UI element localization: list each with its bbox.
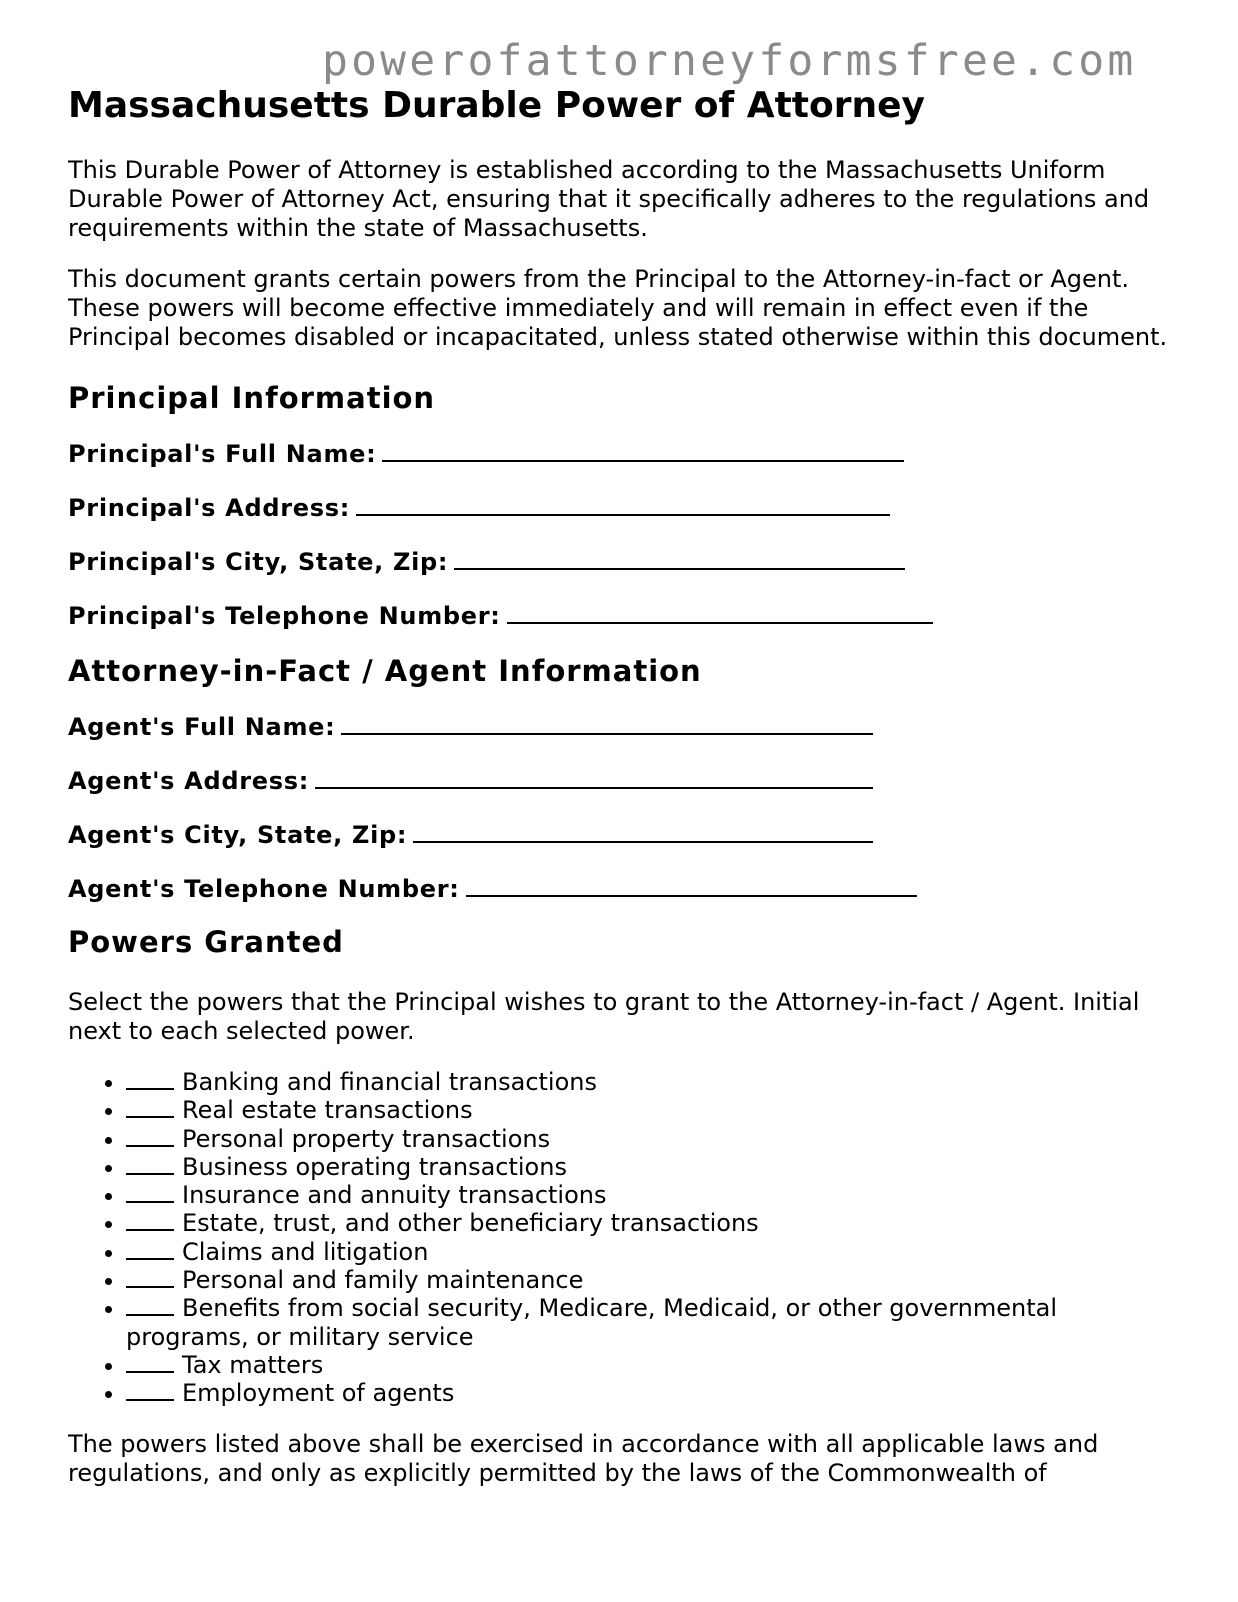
agent-address-input[interactable] [315, 765, 873, 789]
initial-blank[interactable] [126, 1294, 174, 1316]
principal-address-input[interactable] [356, 492, 890, 516]
list-item [126, 1096, 1178, 1124]
field-label: Agent's Address: [68, 767, 309, 795]
initial-blank[interactable] [126, 1125, 174, 1147]
agent-telephone-field [68, 873, 1178, 904]
initial-blank[interactable] [126, 1096, 174, 1118]
power-label: Personal and family maintenance [182, 1266, 584, 1295]
list-item [126, 1181, 1178, 1209]
list-item [126, 1294, 1178, 1351]
field-label: Principal's Telephone Number: [68, 602, 501, 630]
principal-telephone-field [68, 600, 1178, 631]
field-label: Principal's City, State, Zip: [68, 548, 449, 576]
field-label: Agent's Full Name: [68, 713, 336, 741]
list-item [126, 1209, 1178, 1237]
agent-full-name-field [68, 711, 1178, 742]
agent-full-name-input[interactable] [341, 711, 873, 735]
powers-instructions: Select the powers that the Principal wishes to grant to the Attorney-in-fact / Agent. Initial next to each selected power. [68, 988, 1140, 1045]
agent-telephone-input[interactable] [466, 873, 917, 897]
principal-full-name-field [68, 438, 1178, 469]
agent-address-field [68, 765, 1178, 796]
power-label: Banking and financial transactions [182, 1068, 597, 1096]
list-item [126, 1351, 1178, 1379]
principal-heading: Principal Information [68, 381, 436, 415]
field-label: Agent's City, State, Zip: [68, 821, 408, 849]
initial-blank[interactable] [126, 1351, 174, 1373]
power-label: Benefits from social security, Medicare, Medicaid, or other governmental programs, or military service [126, 1294, 1057, 1351]
intro-paragraph-1: This Durable Power of Attorney is established according to the Massachusetts Uniform Durable Power of Attorney Act, ensuring that it specifically adheres to the regulations and requirements within the state of Massachusetts. [68, 156, 1150, 242]
closing-paragraph: The powers listed above shall be exercised in accordance with all applicable laws and regulations, and only as explicitly permitted by the laws of the Commonwealth of [68, 1429, 1099, 1487]
watermark-text: powerofattorneyformsfree.com [322, 36, 1137, 86]
initial-blank[interactable] [126, 1266, 174, 1288]
field-label: Principal's Address: [68, 494, 350, 522]
list-item [126, 1153, 1178, 1181]
initial-blank[interactable] [126, 1379, 174, 1401]
list-item [126, 1068, 1178, 1096]
power-label: Tax matters [182, 1350, 324, 1379]
power-label: Employment of agents [182, 1379, 455, 1408]
powers-heading: Powers Granted [68, 925, 344, 959]
list-item [126, 1238, 1178, 1266]
field-label: Agent's Telephone Number: [68, 875, 460, 903]
initial-blank[interactable] [126, 1068, 174, 1090]
power-label: Personal property transactions [182, 1124, 551, 1153]
principal-city-state-zip-field [68, 546, 1178, 577]
list-item [126, 1379, 1178, 1407]
agent-city-state-zip-field [68, 819, 1178, 850]
power-label: Real estate transactions [182, 1096, 473, 1125]
power-label: Insurance and annuity transactions [182, 1181, 607, 1210]
principal-city-state-zip-input[interactable] [454, 546, 905, 570]
initial-blank[interactable] [126, 1153, 174, 1175]
field-label: Principal's Full Name: [68, 440, 377, 468]
power-label: Estate, trust, and other beneficiary transactions [182, 1209, 759, 1238]
initial-blank[interactable] [126, 1238, 174, 1260]
agent-city-state-zip-input[interactable] [413, 819, 873, 843]
principal-address-field [68, 492, 1178, 523]
document-page [68, 84, 1178, 1488]
list-item [126, 1266, 1178, 1294]
page-title: Massachusetts Durable Power of Attorney [68, 85, 925, 126]
initial-blank[interactable] [126, 1209, 174, 1231]
powers-list [68, 1068, 1178, 1408]
list-item [126, 1125, 1178, 1153]
power-label: Claims and litigation [182, 1237, 429, 1266]
initial-blank[interactable] [126, 1181, 174, 1203]
principal-telephone-input[interactable] [507, 600, 933, 624]
power-label: Business operating transactions [182, 1152, 567, 1181]
principal-full-name-input[interactable] [382, 438, 904, 462]
intro-paragraph-2: This document grants certain powers from the Principal to the Attorney-in-fact or Agent. These powers will become effective immediately and will remain in effect even if the Principal becomes disabled or incapacitated, unless stated otherwise within this document. [68, 265, 1168, 351]
agent-heading: Attorney-in-Fact / Agent Information [68, 654, 702, 688]
